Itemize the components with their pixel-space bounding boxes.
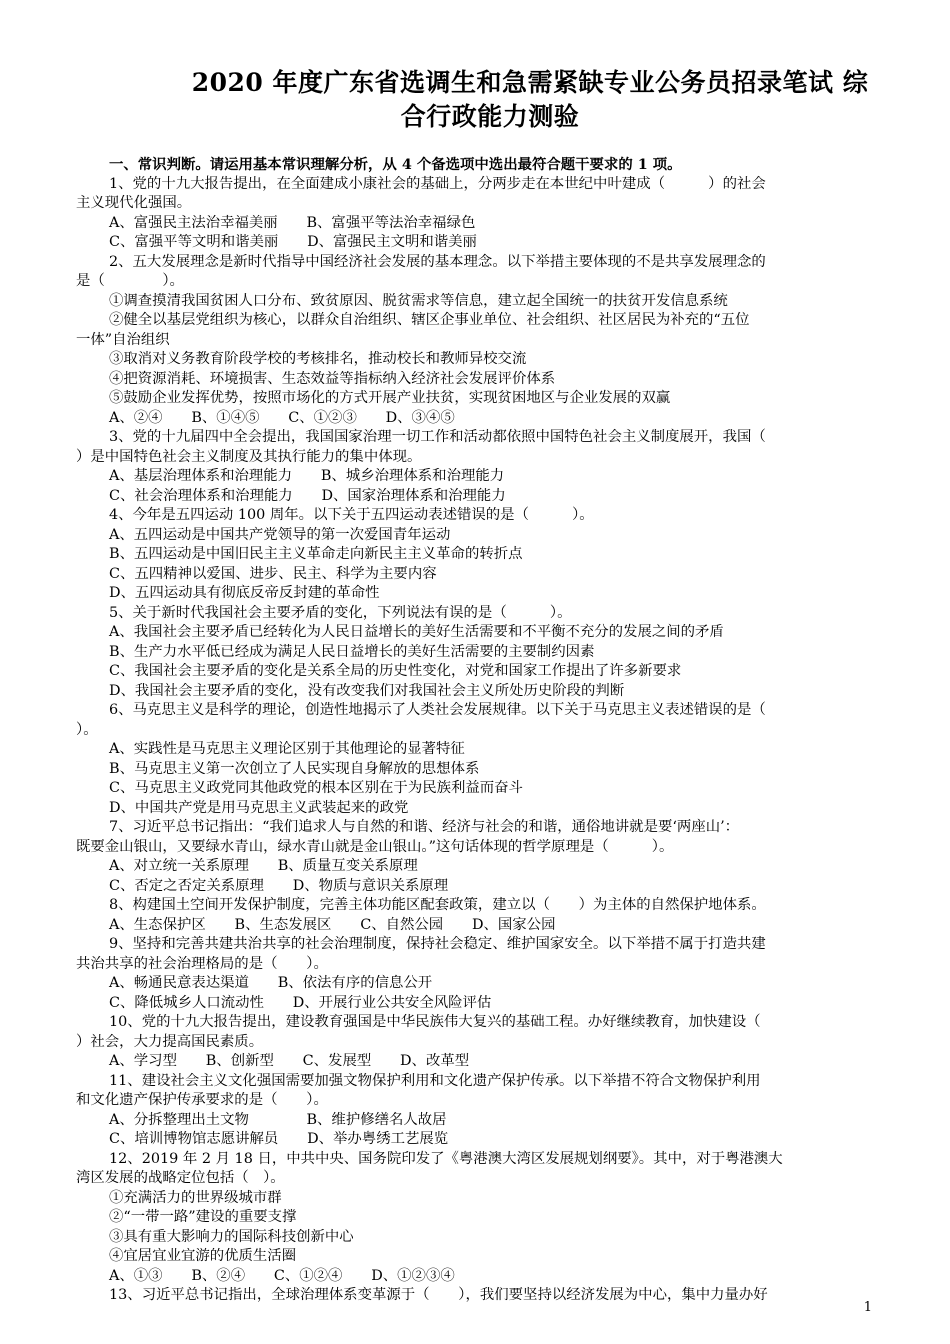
text-line: B、马克思主义第一次创立了人民实现自身解放的思想体系 — [109, 760, 480, 777]
text-line: 主义现代化强国。 — [76, 195, 192, 211]
text-line: C、五四精神以爱国、进步、民主、科学为主要内容 — [109, 565, 437, 582]
text-line: A、实践性是马克思主义理论区别于其他理论的显著特征 — [109, 741, 465, 757]
text-line: C、降低城乡人口流动性 D、开展行业公共安全风险评估 — [109, 994, 492, 1011]
text-line: 一体”自治组织 — [76, 331, 170, 348]
text-line: D、中国共产党是用马克思主义武装起来的政党 — [109, 799, 409, 816]
text-line: A、学习型 B、创新型 C、发展型 D、改革型 — [109, 1053, 470, 1069]
text-line: ③具有重大影响力的国际科技创新中心 — [109, 1228, 354, 1245]
text-line: 2、五大发展理念是新时代指导中国经济社会发展的基本理念。以下举措主要体现的不是共享发展理念的 — [109, 253, 766, 270]
text-line: D、我国社会主要矛盾的变化，没有改变我们对我国社会主义所处历史阶段的判断 — [109, 682, 625, 699]
text-line: 10、党的十九大报告提出，建设教育强国是中华民族伟大复兴的基础工程。办好继续教育，加快建设（ — [109, 1014, 761, 1030]
text-line: 共治共享的社会治理格局的是（ ）。 — [76, 955, 328, 972]
text-line: 湾区发展的战略定位包括（ ）。 — [76, 1170, 285, 1186]
text-line: 8、构建国土空间开发保护制度，完善主体功能区配套政策，建立以（ ）为主体的自然保护地体系。 — [109, 897, 766, 913]
text-line: D、五四运动具有彻底反帝反封建的革命性 — [109, 585, 380, 601]
text-line: 11、建设社会主义文化强国需要加强文物保护利用和文化遗产保护传承。以下举措不符合文物保护利用 — [109, 1072, 761, 1089]
text-line: A、生态保护区 B、生态发展区 C、自然公园 D、国家公园 — [109, 916, 556, 933]
text-line: 4、今年是五四运动 100 周年。以下关于五四运动表述错误的是（ ）。 — [109, 507, 594, 523]
text-line: C、我国社会主要矛盾的变化是关系全局的历史性变化，对党和国家工作提出了许多新要求 — [109, 663, 682, 679]
text-line: ②“一带一路”建设的重要支撑 — [109, 1209, 297, 1225]
text-line: 9、坚持和完善共建共治共享的社会治理制度，保持社会稳定、维护国家安全。以下举措不属于打造共建 — [109, 936, 766, 952]
text-line: 是（ ）。 — [76, 273, 184, 289]
text-line: A、②④ B、①④⑤ C、①②③ D、③④⑤ — [109, 409, 455, 426]
document-title — [60, 66, 920, 134]
text-line: B、五四运动是中国旧民主主义革命走向新民主主义革命的转折点 — [109, 546, 523, 562]
text-line: C、培训博物馆志愿讲解员 D、举办粤绣工艺展览 — [109, 1131, 449, 1147]
text-line: ①调查摸清我国贫困人口分布、致贫原因、脱贫需求等信息，建立起全国统一的扶贫开发信息系统 — [109, 292, 728, 309]
text-line: A、富强民主法治幸福美丽 B、富强平等法治幸福绿色 — [109, 214, 476, 231]
text-line: C、否定之否定关系原理 D、物质与意识关系原理 — [109, 877, 449, 894]
text-line: 12、2019 年 2 月 18 日，中共中央、国务院印发了《粤港澳大湾区发展规划纲要》。其中，对于粤港澳大 — [109, 1150, 783, 1167]
text-line: ）社会，大力提高国民素质。 — [76, 1033, 264, 1050]
text-line: A、我国社会主要矛盾已经转化为人民日益增长的美好生活需要和不平衡不充分的发展之间的矛盾 — [109, 624, 724, 640]
text-line: C、社会治理体系和治理能力 D、国家治理体系和治理能力 — [109, 487, 506, 504]
text-line: 和文化遗产保护传承要求的是（ ）。 — [76, 1092, 328, 1108]
text-line: ④把资源消耗、环境损害、生态效益等指标纳入经济社会发展评价体系 — [109, 370, 556, 387]
text-line: A、五四运动是中国共产党领导的第一次爱国青年运动 — [109, 526, 451, 543]
text-line: C、马克思主义政党同其他政党的根本区别在于为民族利益而奋斗 — [109, 780, 523, 796]
text-line: A、分拆整理出土文物 B、维护修缮名人故居 — [109, 1111, 447, 1128]
text-line: 6、马克思主义是科学的理论，创造性地揭示了人类社会发展规律。以下关于马克思主义表述错误的是（ — [109, 702, 766, 718]
text-line: ②健全以基层党组织为核心，以群众自治组织、辖区企事业单位、社会组织、社区居民为补充的“五位 — [109, 312, 750, 328]
text-line: B、生产力水平低已经成为满足人民日益增长的美好生活需要的主要制约因素 — [109, 643, 595, 660]
text-line: ）。 — [76, 721, 98, 738]
text-line: 既要金山银山，又要绿水青山，绿水青山就是金山银山。”这句话体现的哲学原理是（ ）。 — [76, 838, 674, 855]
text-line: 5、关于新时代我国社会主要矛盾的变化，下列说法有误的是（ ）。 — [109, 604, 572, 621]
text-line: ）是中国特色社会主义制度及其执行能力的集中体现。 — [76, 448, 422, 465]
text-line: 3、党的十九届四中全会提出，我国国家治理一切工作和活动都依照中国特色社会主义制度展开，我国（ — [109, 429, 766, 445]
text-line: 7、习近平总书记指出：“我们追求人与自然的和谐、经济与社会的和谐，通俗地讲就是要‘两座山’： — [109, 819, 740, 835]
text-line: A、畅通民意表达渠道 B、依法有序的信息公开 — [109, 975, 433, 991]
text-line: A、对立统一关系原理 B、质量互变关系原理 — [109, 858, 418, 874]
text-line: 1、党的十九大报告提出，在全面建成小康社会的基础上，分两步走在本世纪中叶建成（ ）的社会 — [109, 175, 766, 192]
text-line: A、基层治理体系和治理能力 B、城乡治理体系和治理能力 — [109, 468, 505, 484]
text-line: 13、习近平总书记指出，全球治理体系变革源于（ ），我们要坚持以经济发展为中心，集中力量办好 — [109, 1287, 768, 1303]
text-line: ④宜居宜业宜游的优质生活圈 — [109, 1248, 297, 1264]
question-body — [76, 155, 876, 1306]
text-line: ⑤鼓励企业发挥优势，按照市场化的方式开展产业扶贫，实现贫困地区与企业发展的双赢 — [109, 390, 671, 406]
page-number: 1 — [863, 1300, 872, 1315]
title-line-2: 合行政能力测验 — [400, 102, 580, 131]
text-line: C、富强平等文明和谐美丽 D、富强民主文明和谐美丽 — [109, 234, 477, 250]
title-line-1: 2020 年度广东省选调生和急需紧缺专业公务员招录笔试 综 — [191, 68, 869, 97]
text-line: ①充满活力的世界级城市群 — [109, 1189, 282, 1206]
text-line: ③取消对义务教育阶段学校的考核排名，推动校长和教师异校交流 — [109, 351, 527, 367]
section-heading: 一、常识判断。请运用基本常识理解分析，从 4 个备选项中选出最符合题干要求的 1 项。 — [109, 156, 682, 173]
text-line: A、①③ B、②④ C、①②④ D、①②③④ — [109, 1267, 455, 1284]
